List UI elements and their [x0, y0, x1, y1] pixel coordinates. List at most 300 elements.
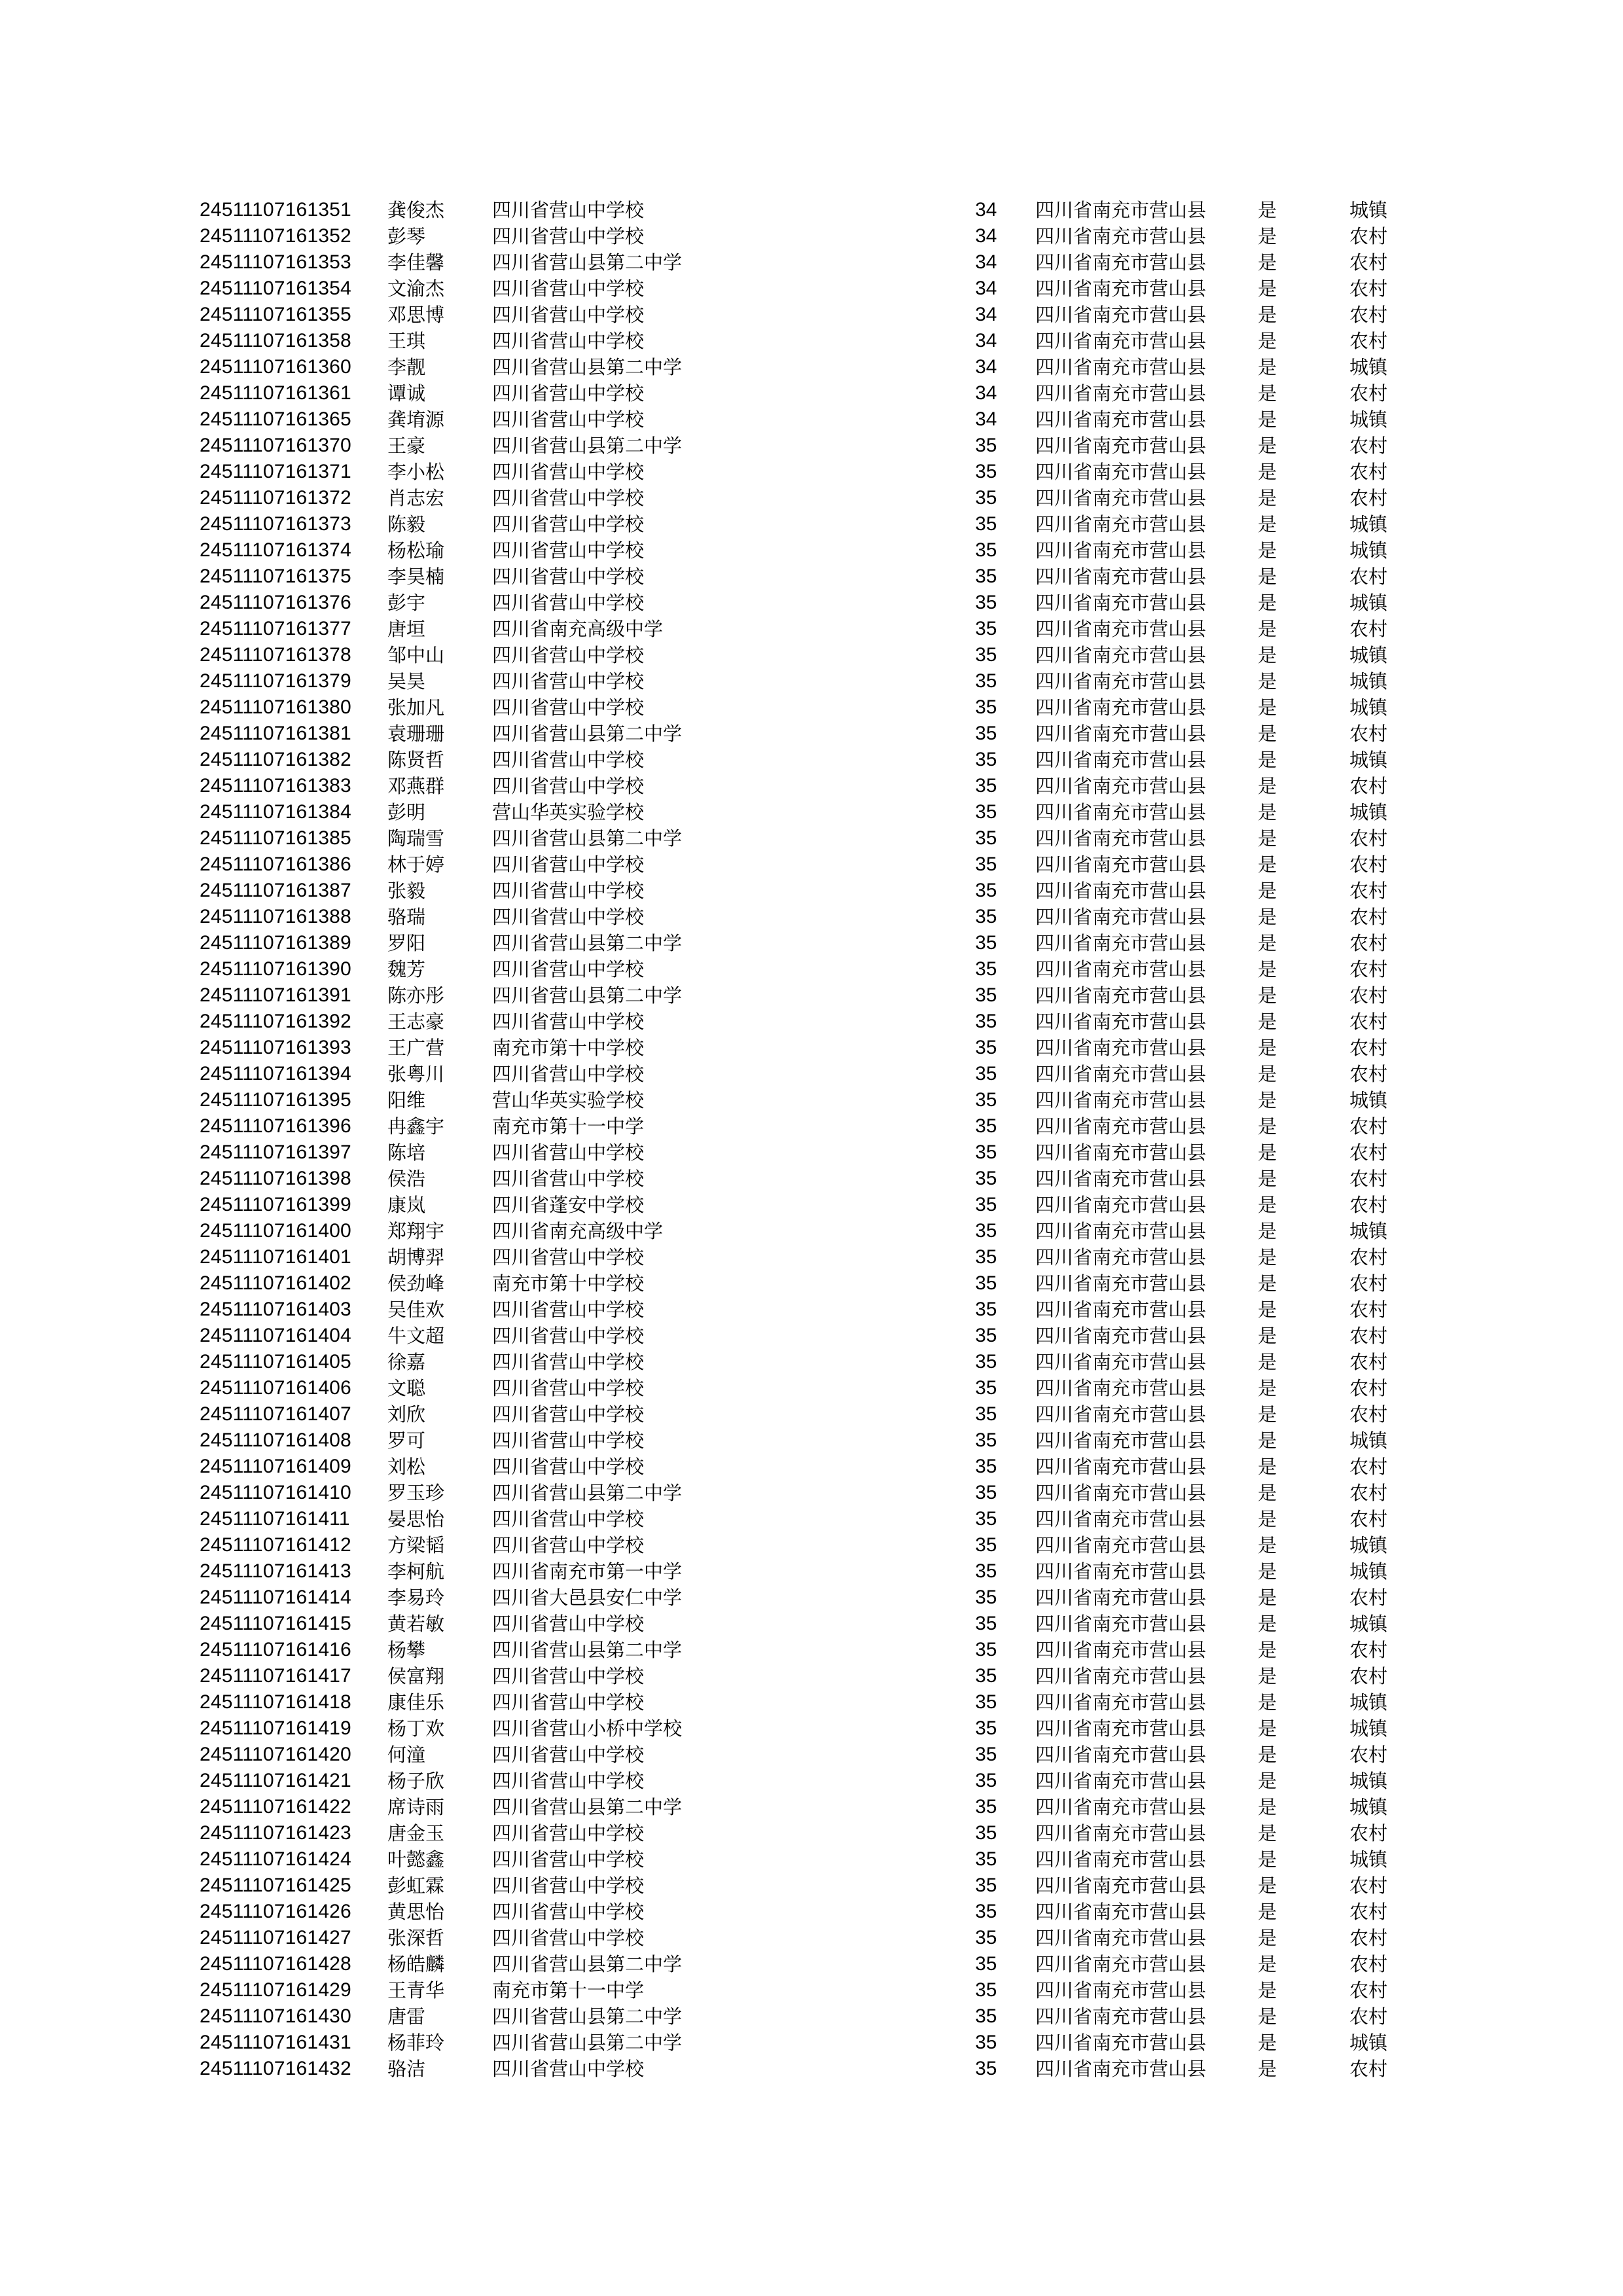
name-cell: 王琪 [387, 330, 426, 352]
region-cell: 四川省南充市营山县 [1035, 723, 1207, 745]
school-cell: 南充市第十一中学 [492, 1979, 645, 2001]
type-cell: 农村 [1349, 1063, 1388, 1085]
school-cell: 四川省营山县第二中学 [492, 356, 683, 378]
region-cell: 四川省南充市营山县 [1035, 1482, 1207, 1504]
type-cell: 农村 [1349, 958, 1388, 980]
table-row [0, 511, 1623, 537]
name-cell: 肖志宏 [387, 487, 445, 509]
flag-cell: 是 [1258, 1089, 1277, 1111]
name-cell: 李佳馨 [387, 251, 445, 274]
region-cell: 四川省南充市营山县 [1035, 1246, 1207, 1268]
name-cell: 张毅 [387, 880, 426, 902]
table-row [0, 747, 1623, 773]
type-cell: 农村 [1349, 382, 1388, 404]
school-cell: 四川省南充高级中学 [492, 618, 664, 640]
type-cell: 城镇 [1349, 1691, 1388, 1713]
name-cell: 龚堉源 [387, 408, 445, 431]
flag-cell: 是 [1258, 330, 1277, 352]
table-row [0, 433, 1623, 459]
name-cell: 陈培 [387, 1141, 426, 1164]
flag-cell: 是 [1258, 932, 1277, 954]
type-cell: 城镇 [1349, 2032, 1388, 2054]
age-cell: 35 [975, 435, 997, 456]
id-cell: 24511107161355 [200, 304, 351, 325]
name-cell: 龚俊杰 [387, 199, 445, 221]
id-cell: 24511107161399 [200, 1194, 351, 1215]
flag-cell: 是 [1258, 1665, 1277, 1687]
flag-cell: 是 [1258, 749, 1277, 771]
flag-cell: 是 [1258, 906, 1277, 928]
flag-cell: 是 [1258, 1272, 1277, 1295]
table-row [0, 1873, 1623, 1899]
name-cell: 魏芳 [387, 958, 426, 980]
flag-cell: 是 [1258, 1482, 1277, 1504]
name-cell: 方梁韬 [387, 1534, 445, 1556]
school-cell: 四川省营山县第二中学 [492, 1639, 683, 1661]
region-cell: 四川省南充市营山县 [1035, 199, 1207, 221]
type-cell: 城镇 [1349, 1796, 1388, 1818]
name-cell: 张加凡 [387, 696, 445, 719]
region-cell: 四川省南充市营山县 [1035, 644, 1207, 666]
table-row [0, 1794, 1623, 1820]
age-cell: 35 [975, 2058, 997, 2079]
flag-cell: 是 [1258, 435, 1277, 457]
type-cell: 城镇 [1349, 1717, 1388, 1740]
school-cell: 四川省营山中学校 [492, 775, 645, 797]
name-cell: 侯浩 [387, 1168, 426, 1190]
name-cell: 李柯航 [387, 1560, 445, 1583]
region-cell: 四川省南充市营山县 [1035, 827, 1207, 850]
type-cell: 农村 [1349, 1299, 1388, 1321]
flag-cell: 是 [1258, 278, 1277, 300]
table-row [0, 1192, 1623, 1218]
table-row [0, 1375, 1623, 1401]
table-row [0, 1846, 1623, 1873]
region-cell: 四川省南充市营山县 [1035, 1613, 1207, 1635]
id-cell: 24511107161424 [200, 1848, 351, 1870]
id-cell: 24511107161380 [200, 696, 351, 718]
school-cell: 四川省营山中学校 [492, 1011, 645, 1033]
school-cell: 四川省营山中学校 [492, 2058, 645, 2080]
name-cell: 黄若敏 [387, 1613, 445, 1635]
region-cell: 四川省南充市营山县 [1035, 2058, 1207, 2080]
age-cell: 35 [975, 1534, 997, 1556]
age-cell: 35 [975, 932, 997, 954]
age-cell: 35 [975, 1456, 997, 1477]
name-cell: 刘欣 [387, 1403, 426, 1426]
region-cell: 四川省南充市营山县 [1035, 382, 1207, 404]
age-cell: 35 [975, 1744, 997, 1765]
id-cell: 24511107161394 [200, 1063, 351, 1085]
name-cell: 黄思怡 [387, 1901, 445, 1923]
region-cell: 四川省南充市营山县 [1035, 1848, 1207, 1871]
region-cell: 四川省南充市营山县 [1035, 1351, 1207, 1373]
age-cell: 35 [975, 1665, 997, 1687]
table-row [0, 668, 1623, 694]
name-cell: 冉鑫宇 [387, 1115, 445, 1138]
table-row [0, 2030, 1623, 2056]
region-cell: 四川省南充市营山县 [1035, 696, 1207, 719]
id-cell: 24511107161370 [200, 435, 351, 456]
school-cell: 四川省营山县第二中学 [492, 2032, 683, 2054]
flag-cell: 是 [1258, 1744, 1277, 1766]
table-row [0, 537, 1623, 564]
type-cell: 农村 [1349, 1141, 1388, 1164]
age-cell: 35 [975, 1194, 997, 1215]
school-cell: 四川省营山中学校 [492, 461, 645, 483]
age-cell: 35 [975, 1587, 997, 1608]
id-cell: 24511107161376 [200, 592, 351, 613]
name-cell: 王豪 [387, 435, 426, 457]
type-cell: 农村 [1349, 1587, 1388, 1609]
age-cell: 35 [975, 1560, 997, 1582]
type-cell: 农村 [1349, 2005, 1388, 2028]
region-cell: 四川省南充市营山县 [1035, 1901, 1207, 1923]
age-cell: 35 [975, 1272, 997, 1294]
school-cell: 四川省营山中学校 [492, 1325, 645, 1347]
school-cell: 四川省营山中学校 [492, 906, 645, 928]
id-cell: 24511107161358 [200, 330, 351, 351]
type-cell: 城镇 [1349, 749, 1388, 771]
name-cell: 唐金玉 [387, 1822, 445, 1844]
type-cell: 农村 [1349, 1874, 1388, 1897]
region-cell: 四川省南充市营山县 [1035, 278, 1207, 300]
school-cell: 四川省营山中学校 [492, 1351, 645, 1373]
flag-cell: 是 [1258, 1325, 1277, 1347]
flag-cell: 是 [1258, 1456, 1277, 1478]
school-cell: 四川省营山中学校 [492, 958, 645, 980]
flag-cell: 是 [1258, 2058, 1277, 2080]
name-cell: 吴昊 [387, 670, 426, 692]
id-cell: 24511107161403 [200, 1299, 351, 1320]
type-cell: 城镇 [1349, 1534, 1388, 1556]
name-cell: 席诗雨 [387, 1796, 445, 1818]
region-cell: 四川省南充市营山县 [1035, 1639, 1207, 1661]
age-cell: 35 [975, 1325, 997, 1346]
region-cell: 四川省南充市营山县 [1035, 1874, 1207, 1897]
school-cell: 四川省营山中学校 [492, 1848, 645, 1871]
school-cell: 四川省营山县第二中学 [492, 1796, 683, 1818]
name-cell: 罗阳 [387, 932, 426, 954]
name-cell: 徐嘉 [387, 1351, 426, 1373]
id-cell: 24511107161374 [200, 539, 351, 561]
table-row [0, 1270, 1623, 1297]
age-cell: 35 [975, 723, 997, 744]
flag-cell: 是 [1258, 1770, 1277, 1792]
school-cell: 四川省营山中学校 [492, 880, 645, 902]
flag-cell: 是 [1258, 1246, 1277, 1268]
age-cell: 35 [975, 1429, 997, 1451]
table-row [0, 694, 1623, 721]
school-cell: 四川省营山县第二中学 [492, 723, 683, 745]
flag-cell: 是 [1258, 199, 1277, 221]
flag-cell: 是 [1258, 1115, 1277, 1138]
region-cell: 四川省南充市营山县 [1035, 1717, 1207, 1740]
school-cell: 四川省营山县第二中学 [492, 2005, 683, 2028]
name-cell: 侯富翔 [387, 1665, 445, 1687]
region-cell: 四川省南充市营山县 [1035, 513, 1207, 535]
school-cell: 四川省营山中学校 [492, 644, 645, 666]
type-cell: 农村 [1349, 723, 1388, 745]
school-cell: 四川省营山中学校 [492, 670, 645, 692]
type-cell: 农村 [1349, 1639, 1388, 1661]
type-cell: 城镇 [1349, 199, 1388, 221]
table-row [0, 773, 1623, 799]
type-cell: 城镇 [1349, 1613, 1388, 1635]
school-cell: 四川省营山中学校 [492, 225, 645, 247]
region-cell: 四川省南充市营山县 [1035, 1508, 1207, 1530]
table-row [0, 982, 1623, 1009]
type-cell: 城镇 [1349, 1770, 1388, 1792]
type-cell: 农村 [1349, 618, 1388, 640]
age-cell: 35 [975, 1351, 997, 1372]
type-cell: 城镇 [1349, 1429, 1388, 1452]
type-cell: 农村 [1349, 1979, 1388, 2001]
table-row [0, 1689, 1623, 1715]
id-cell: 24511107161351 [200, 199, 351, 221]
table-row [0, 1480, 1623, 1506]
name-cell: 彭虹霖 [387, 1874, 445, 1897]
name-cell: 谭诚 [387, 382, 426, 404]
id-cell: 24511107161397 [200, 1141, 351, 1163]
school-cell: 四川省营山中学校 [492, 1770, 645, 1792]
type-cell: 城镇 [1349, 539, 1388, 562]
name-cell: 吴佳欢 [387, 1299, 445, 1321]
age-cell: 35 [975, 565, 997, 587]
age-cell: 35 [975, 1770, 997, 1791]
age-cell: 35 [975, 1299, 997, 1320]
flag-cell: 是 [1258, 304, 1277, 326]
id-cell: 24511107161428 [200, 1953, 351, 1975]
flag-cell: 是 [1258, 1639, 1277, 1661]
region-cell: 四川省南充市营山县 [1035, 2005, 1207, 2028]
table-row [0, 1611, 1623, 1637]
age-cell: 35 [975, 1482, 997, 1503]
region-cell: 四川省南充市营山县 [1035, 749, 1207, 771]
region-cell: 四川省南充市营山县 [1035, 1194, 1207, 1216]
name-cell: 晏思怡 [387, 1508, 445, 1530]
id-cell: 24511107161389 [200, 932, 351, 954]
school-cell: 四川省营山中学校 [492, 487, 645, 509]
region-cell: 四川省南充市营山县 [1035, 906, 1207, 928]
type-cell: 城镇 [1349, 644, 1388, 666]
age-cell: 35 [975, 1901, 997, 1922]
school-cell: 南充市第十一中学 [492, 1115, 645, 1138]
region-cell: 四川省南充市营山县 [1035, 461, 1207, 483]
table-row [0, 799, 1623, 825]
id-cell: 24511107161391 [200, 984, 351, 1006]
type-cell: 农村 [1349, 1953, 1388, 1975]
age-cell: 35 [975, 1717, 997, 1739]
type-cell: 城镇 [1349, 408, 1388, 431]
name-cell: 骆洁 [387, 2058, 426, 2080]
table-row [0, 1297, 1623, 1323]
name-cell: 骆瑞 [387, 906, 426, 928]
name-cell: 叶懿鑫 [387, 1848, 445, 1871]
school-cell: 四川省营山中学校 [492, 1429, 645, 1452]
table-row [0, 223, 1623, 249]
name-cell: 康佳乐 [387, 1691, 445, 1713]
region-cell: 四川省南充市营山县 [1035, 356, 1207, 378]
region-cell: 四川省南充市营山县 [1035, 880, 1207, 902]
table-row [0, 1427, 1623, 1454]
flag-cell: 是 [1258, 356, 1277, 378]
region-cell: 四川省南充市营山县 [1035, 304, 1207, 326]
name-cell: 李易玲 [387, 1587, 445, 1609]
name-cell: 邹中山 [387, 644, 445, 666]
name-cell: 胡博羿 [387, 1246, 445, 1268]
table-row [0, 485, 1623, 511]
id-cell: 24511107161406 [200, 1377, 351, 1399]
table-row [0, 380, 1623, 406]
age-cell: 35 [975, 1220, 997, 1242]
flag-cell: 是 [1258, 1691, 1277, 1713]
name-cell: 牛文超 [387, 1325, 445, 1347]
name-cell: 文渝杰 [387, 278, 445, 300]
school-cell: 四川省营山县第二中学 [492, 251, 683, 274]
region-cell: 四川省南充市营山县 [1035, 775, 1207, 797]
school-cell: 四川省营山中学校 [492, 1168, 645, 1190]
id-cell: 24511107161400 [200, 1220, 351, 1242]
school-cell: 四川省营山县第二中学 [492, 1482, 683, 1504]
school-cell: 四川省营山中学校 [492, 1403, 645, 1426]
type-cell: 农村 [1349, 880, 1388, 902]
region-cell: 四川省南充市营山县 [1035, 853, 1207, 876]
age-cell: 35 [975, 618, 997, 639]
id-cell: 24511107161395 [200, 1089, 351, 1111]
age-cell: 35 [975, 2005, 997, 2027]
type-cell: 农村 [1349, 2058, 1388, 2080]
id-cell: 24511107161381 [200, 723, 351, 744]
flag-cell: 是 [1258, 1901, 1277, 1923]
school-cell: 四川省营山中学校 [492, 565, 645, 588]
table-row [0, 1585, 1623, 1611]
region-cell: 四川省南充市营山县 [1035, 408, 1207, 431]
flag-cell: 是 [1258, 382, 1277, 404]
school-cell: 四川省营山中学校 [492, 1299, 645, 1321]
name-cell: 袁珊珊 [387, 723, 445, 745]
school-cell: 四川省南充市第一中学 [492, 1560, 683, 1583]
age-cell: 35 [975, 670, 997, 692]
school-cell: 四川省营山中学校 [492, 330, 645, 352]
school-cell: 营山华英实验学校 [492, 801, 645, 823]
region-cell: 四川省南充市营山县 [1035, 1927, 1207, 1949]
id-cell: 24511107161402 [200, 1272, 351, 1294]
name-cell: 陈亦彤 [387, 984, 445, 1007]
age-cell: 34 [975, 225, 997, 247]
name-cell: 杨攀 [387, 1639, 426, 1661]
age-cell: 35 [975, 1141, 997, 1163]
id-cell: 24511107161414 [200, 1587, 351, 1608]
table-row [0, 590, 1623, 616]
region-cell: 四川省南充市营山县 [1035, 1770, 1207, 1792]
age-cell: 35 [975, 1089, 997, 1111]
school-cell: 南充市第十中学校 [492, 1272, 645, 1295]
table-row [0, 1349, 1623, 1375]
id-cell: 24511107161405 [200, 1351, 351, 1372]
name-cell: 王青华 [387, 1979, 445, 2001]
name-cell: 彭琴 [387, 225, 426, 247]
type-cell: 农村 [1349, 1325, 1388, 1347]
table-row [0, 1506, 1623, 1532]
region-cell: 四川省南充市营山县 [1035, 1325, 1207, 1347]
name-cell: 王志豪 [387, 1011, 445, 1033]
type-cell: 农村 [1349, 565, 1388, 588]
school-cell: 四川省营山中学校 [492, 1063, 645, 1085]
id-cell: 24511107161377 [200, 618, 351, 639]
type-cell: 农村 [1349, 1403, 1388, 1426]
table-row [0, 1166, 1623, 1192]
age-cell: 35 [975, 853, 997, 875]
age-cell: 35 [975, 1848, 997, 1870]
name-cell: 邓燕群 [387, 775, 445, 797]
school-cell: 四川省营山中学校 [492, 1901, 645, 1923]
flag-cell: 是 [1258, 1979, 1277, 2001]
age-cell: 35 [975, 487, 997, 509]
id-cell: 24511107161410 [200, 1482, 351, 1503]
school-cell: 四川省营山中学校 [492, 1508, 645, 1530]
name-cell: 罗可 [387, 1429, 426, 1452]
age-cell: 34 [975, 199, 997, 221]
name-cell: 彭明 [387, 801, 426, 823]
flag-cell: 是 [1258, 1351, 1277, 1373]
table-row [0, 1244, 1623, 1270]
school-cell: 四川省营山中学校 [492, 513, 645, 535]
region-cell: 四川省南充市营山县 [1035, 1403, 1207, 1426]
name-cell: 陈贤哲 [387, 749, 445, 771]
id-cell: 24511107161352 [200, 225, 351, 247]
region-cell: 四川省南充市营山县 [1035, 1560, 1207, 1583]
age-cell: 35 [975, 1691, 997, 1713]
region-cell: 四川省南充市营山县 [1035, 1456, 1207, 1478]
type-cell: 农村 [1349, 435, 1388, 457]
name-cell: 李靓 [387, 356, 426, 378]
region-cell: 四川省南充市营山县 [1035, 1377, 1207, 1399]
region-cell: 四川省南充市营山县 [1035, 1063, 1207, 1085]
school-cell: 四川省营山中学校 [492, 1665, 645, 1687]
age-cell: 35 [975, 1874, 997, 1896]
age-cell: 35 [975, 906, 997, 927]
id-cell: 24511107161423 [200, 1822, 351, 1844]
school-cell: 四川省营山中学校 [492, 696, 645, 719]
school-cell: 四川省营山中学校 [492, 199, 645, 221]
type-cell: 城镇 [1349, 696, 1388, 719]
table-row [0, 878, 1623, 904]
type-cell: 城镇 [1349, 1848, 1388, 1871]
flag-cell: 是 [1258, 2032, 1277, 2054]
type-cell: 农村 [1349, 1744, 1388, 1766]
flag-cell: 是 [1258, 1953, 1277, 1975]
table-row [0, 1009, 1623, 1035]
flag-cell: 是 [1258, 1063, 1277, 1085]
name-cell: 罗玉珍 [387, 1482, 445, 1504]
id-cell: 24511107161396 [200, 1115, 351, 1137]
name-cell: 陈毅 [387, 513, 426, 535]
region-cell: 四川省南充市营山县 [1035, 251, 1207, 274]
flag-cell: 是 [1258, 1534, 1277, 1556]
name-cell: 彭宇 [387, 592, 426, 614]
flag-cell: 是 [1258, 513, 1277, 535]
type-cell: 农村 [1349, 1508, 1388, 1530]
id-cell: 24511107161421 [200, 1770, 351, 1791]
type-cell: 农村 [1349, 1194, 1388, 1216]
type-cell: 农村 [1349, 1901, 1388, 1923]
name-cell: 唐垣 [387, 618, 426, 640]
name-cell: 文聪 [387, 1377, 426, 1399]
name-cell: 康岚 [387, 1194, 426, 1216]
table-row [0, 328, 1623, 354]
age-cell: 35 [975, 461, 997, 482]
